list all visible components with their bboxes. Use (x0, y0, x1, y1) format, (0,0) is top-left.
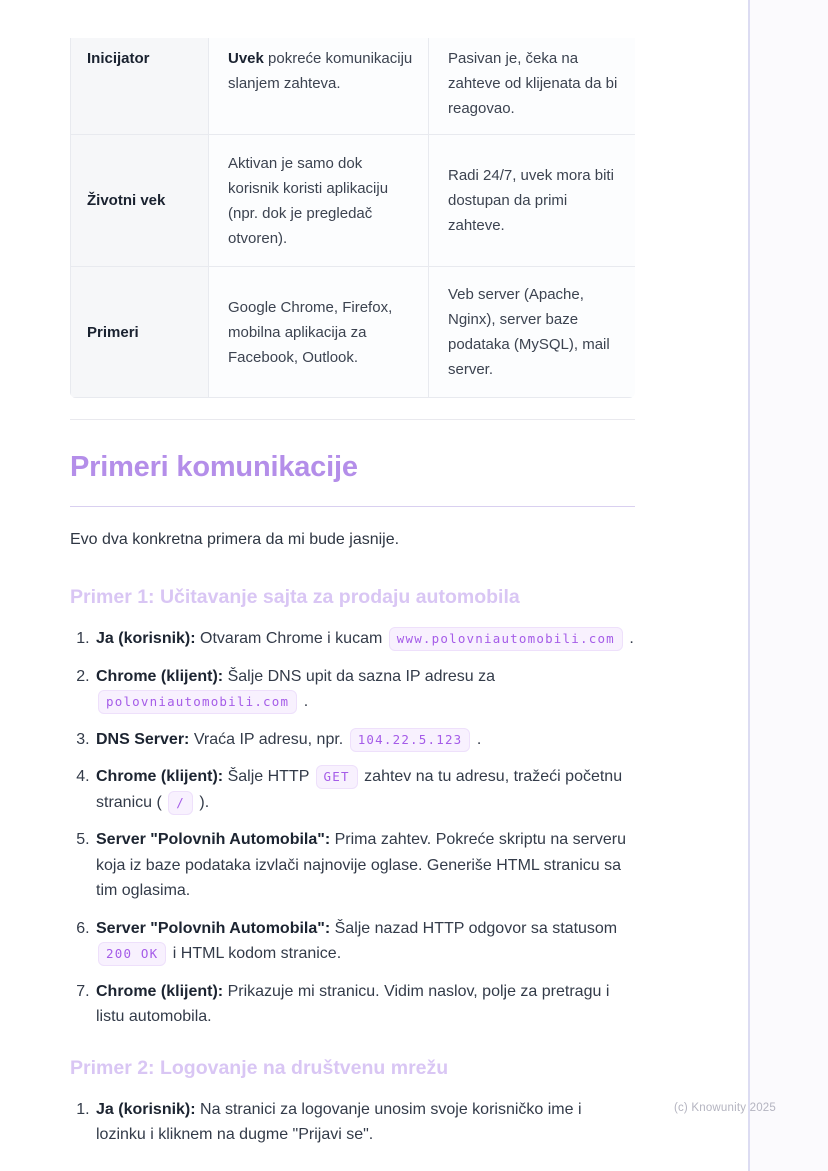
list-step: 1. Ja (korisnik): Otvaram Chrome i kucam www.polovniautomobili.com . (94, 626, 635, 652)
table-row (71, 135, 636, 267)
heading-underline (70, 506, 635, 507)
page-right-margin (750, 0, 828, 1171)
row-label-cell: Životni vek (71, 135, 209, 267)
list-step: 6. Server "Polovnih Automobila": Šalje nazad HTTP odgovor sa statusom 200 OK i HTML kodom stranice. (94, 916, 635, 967)
table-row (71, 38, 636, 135)
inline-code-chip: / (168, 791, 193, 815)
page-heading: Primeri komunikacije (70, 451, 358, 483)
bold-label: Ja (korisnik): (96, 1100, 196, 1118)
inline-code-chip: GET (316, 765, 358, 789)
server-cell: Pasivan je, čeka na zahteve od klijenata da bi reagovao. (429, 38, 636, 135)
example1-steps-list (70, 626, 635, 1030)
bold-label: Uvek (228, 50, 264, 67)
list-step: 1. Ja (korisnik): Na stranici za logovanje unosim svoje korisničko ime i lozinku i kliknem na dugme "Prijavi se". (94, 1097, 635, 1148)
inline-code-chip: 104.22.5.123 (350, 728, 471, 752)
client-server-comparison-table (70, 38, 635, 398)
list-step: 7. Chrome (klijent): Prikazuje mi stranicu. Vidim naslov, polje za pretragu i listu automobila. (94, 979, 635, 1030)
page-edge-line (748, 0, 750, 1171)
row-label-cell: Inicijator (71, 38, 209, 135)
inline-code-chip: polovniautomobili.com (98, 690, 297, 714)
bold-label: Ja (korisnik): (96, 630, 196, 647)
intro-paragraph: Evo dva konkretna primera da mi bude jasnije. (70, 531, 400, 548)
section-divider (70, 419, 635, 420)
table-row (71, 267, 636, 398)
inline-code-chip: www.polovniautomobili.com (389, 627, 623, 651)
client-cell: Uvek pokreće komunikaciju slanjem zahteva. (209, 38, 429, 135)
server-cell: Veb server (Apache, Nginx), server baze podataka (MySQL), mail server. (429, 267, 636, 398)
list-step: 5. Server "Polovnih Automobila": Prima zahtev. Pokreće skriptu na serveru koja iz baze podataka izvlači najnovije oglase. Generiše HTML stranicu sa tim oglasima. (94, 827, 635, 904)
bold-label: Server "Polovnih Automobila": (96, 831, 331, 848)
bold-label: Chrome (klijent): (96, 768, 224, 785)
bold-label: Chrome (klijent): (96, 982, 224, 1000)
row-label-cell: Primeri (71, 267, 209, 398)
bold-label: Server "Polovnih Automobila": (96, 919, 331, 937)
list-step: 4. Chrome (klijent): Šalje HTTP GET zahtev na tu adresu, tražeći početnu stranicu ( / ). (94, 764, 635, 815)
list-step: 3. DNS Server: Vraća IP adresu, npr. 104.22.5.123 . (94, 727, 635, 753)
bold-label: Chrome (klijent): (96, 667, 224, 685)
example2-steps-list (70, 1097, 635, 1148)
server-cell: Radi 24/7, uvek mora biti dostupan da primi zahteve. (429, 135, 636, 267)
example2-heading: Primer 2: Logovanje na društvenu mrežu (70, 1056, 449, 1079)
bold-label: DNS Server: (96, 730, 190, 748)
client-cell: Google Chrome, Firefox, mobilna aplikacija za Facebook, Outlook. (209, 267, 429, 398)
inline-code-chip: 200 OK (98, 942, 166, 966)
list-step: 2. Chrome (klijent): Šalje DNS upit da sazna IP adresu za polovniautomobili.com . (94, 664, 635, 715)
document-content (70, 0, 635, 1160)
example1-heading: Primer 1: Učitavanje sajta za prodaju automobila (70, 586, 520, 608)
copyright-footer: (c) Knowunity 2025 (673, 1102, 776, 1114)
client-cell: Aktivan je samo dok korisnik koristi aplikaciju (npr. dok je pregledač otvoren). (209, 135, 429, 267)
comparison-table (70, 38, 635, 398)
